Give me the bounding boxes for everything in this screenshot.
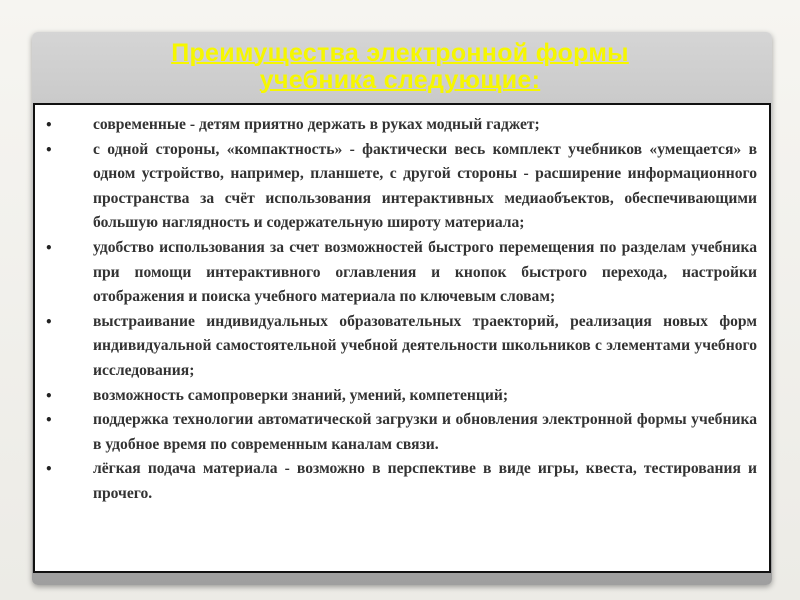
list-item-text: современные - детям приятно держать в руках модный гаджет; bbox=[93, 116, 540, 133]
bullet-icon: • bbox=[45, 413, 53, 428]
list-item-text: выстраивание индивидуальных образовательных траекторий, реализация новых форм индивидуальной самостоятельной учебной деятельности школьников с элементами учебного исследования; bbox=[93, 312, 757, 379]
title-line-1: Преимущества электронной формы bbox=[171, 39, 629, 67]
slide-title bbox=[60, 40, 740, 94]
list-item bbox=[35, 113, 757, 138]
list-item bbox=[35, 457, 757, 506]
list-item-text: удобство использования за счет возможностей быстрого перемещения по разделам учебника при помощи интерактивного оглавления и кнопок быстрого перехода, настройки отображения и поиска учебного материала по ключевым словам; bbox=[93, 238, 757, 306]
title-line-2: учебника следующие: bbox=[259, 66, 541, 94]
bullet-icon: • bbox=[45, 240, 53, 255]
bullet-icon: • bbox=[45, 314, 53, 329]
list-item-text: лёгкая подача материала - возможно в перспективе в виде игры, квеста, тестирования и прочего. bbox=[93, 460, 757, 502]
advantages-list bbox=[35, 105, 769, 507]
list-item bbox=[35, 236, 757, 310]
list-item bbox=[35, 310, 757, 384]
list-item bbox=[35, 138, 757, 236]
bullet-icon: • bbox=[45, 118, 53, 132]
list-item bbox=[35, 408, 757, 457]
list-item bbox=[35, 384, 757, 409]
bullet-icon: • bbox=[45, 462, 53, 477]
list-item-text: поддержка технологии автоматической загрузки и обновления электронной формы учебника в удобное время по современным каналам связи. bbox=[93, 411, 757, 453]
list-item-text: возможность самопроверки знаний, умений, компетенций; bbox=[93, 386, 509, 404]
list-item-text: с одной стороны, «компактность» - фактически весь комплект учебников «умещается» в одном устройство, например, планшете, с другой стороны - расширение информационного пространства за счёт использования интерактивных медиаобъектов, обеспечивающими большую наглядность и содержательную широту материала; bbox=[93, 140, 757, 232]
bullet-icon: • bbox=[45, 388, 53, 403]
bullet-icon: • bbox=[45, 142, 53, 157]
content-panel bbox=[33, 103, 771, 573]
